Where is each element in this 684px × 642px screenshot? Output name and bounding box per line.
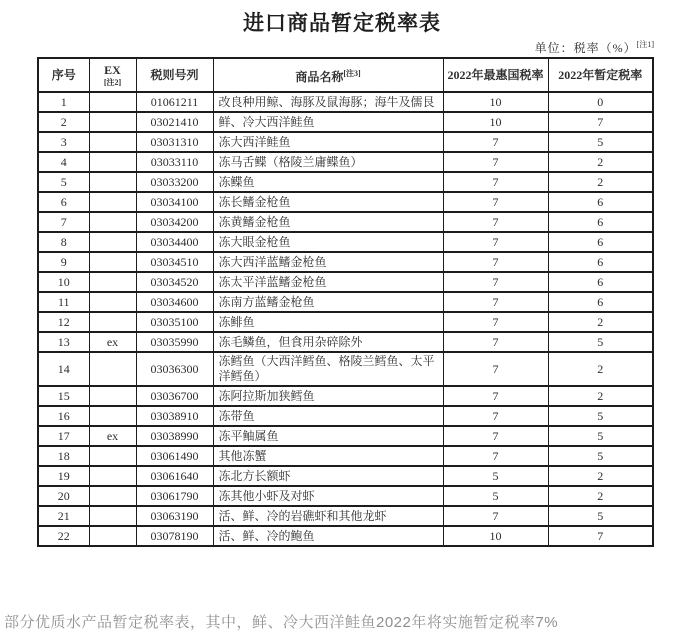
cell-serial-number: 9: [38, 252, 89, 272]
cell-mfn-rate: 7: [443, 446, 548, 466]
table-row: [38, 192, 653, 212]
cell-ex-flag: [89, 506, 136, 526]
cell-serial-number: 5: [38, 172, 89, 192]
cell-ex-flag: [89, 446, 136, 466]
cell-ex-flag: [89, 132, 136, 152]
cell-serial-number: 13: [38, 332, 89, 352]
cell-tariff-code: 03061490: [136, 446, 213, 466]
cell-mfn-rate: 7: [443, 426, 548, 446]
unit-note: [535, 39, 654, 56]
cell-tariff-code: 03036300: [136, 352, 213, 386]
table-row: [38, 252, 653, 272]
cell-commodity-name: 冻大西洋蓝鳍金枪鱼: [213, 252, 443, 272]
table-row: [38, 466, 653, 486]
cell-serial-number: 19: [38, 466, 89, 486]
cell-ex-flag: [89, 352, 136, 386]
cell-serial-number: 18: [38, 446, 89, 466]
cell-mfn-rate: 7: [443, 406, 548, 426]
cell-tariff-code: 03034400: [136, 232, 213, 252]
cell-commodity-name: 冻长鳍金枪鱼: [213, 192, 443, 212]
cell-ex-flag: [89, 192, 136, 212]
cell-ex-flag: [89, 466, 136, 486]
cell-ex-flag: [89, 112, 136, 132]
cell-commodity-name: 冻马舌鲽（格陵兰庸鲽鱼）: [213, 152, 443, 172]
cell-mfn-rate: 10: [443, 526, 548, 546]
cell-tariff-code: 03034200: [136, 212, 213, 232]
cell-tariff-code: 03035990: [136, 332, 213, 352]
cell-mfn-rate: 10: [443, 92, 548, 112]
header-name: [213, 58, 443, 92]
cell-serial-number: 11: [38, 292, 89, 312]
cell-serial-number: 15: [38, 386, 89, 406]
cell-commodity-name: 冻鲽鱼: [213, 172, 443, 192]
unit-label: 单位：税率（%）: [534, 41, 637, 55]
cell-ex-flag: [89, 486, 136, 506]
cell-provisional-rate: 2: [548, 466, 653, 486]
header-no: 序号: [38, 58, 89, 92]
unit-footnote-marker: [注1]: [636, 40, 654, 49]
cell-serial-number: 7: [38, 212, 89, 232]
table-row: [38, 232, 653, 252]
cell-commodity-name: 鲜、冷大西洋鲑鱼: [213, 112, 443, 132]
table-row: [38, 172, 653, 192]
cell-mfn-rate: 7: [443, 332, 548, 352]
cell-ex-flag: [89, 92, 136, 112]
cell-provisional-rate: 2: [548, 152, 653, 172]
header-ex-footnote-marker: [注2]: [103, 78, 122, 87]
cell-mfn-rate: 7: [443, 506, 548, 526]
table-row: [38, 406, 653, 426]
cell-provisional-rate: 6: [548, 212, 653, 232]
cell-provisional-rate: 7: [548, 526, 653, 546]
header-ex-label: EX: [104, 63, 121, 77]
cell-serial-number: 6: [38, 192, 89, 212]
cell-mfn-rate: 7: [443, 132, 548, 152]
cell-serial-number: 10: [38, 272, 89, 292]
cell-commodity-name: 冻北方长额虾: [213, 466, 443, 486]
cell-provisional-rate: 6: [548, 192, 653, 212]
table-row: [38, 132, 653, 152]
cell-commodity-name: 冻平鲉属鱼: [213, 426, 443, 446]
cell-commodity-name: 改良种用鲸、海豚及鼠海豚；海牛及儒艮: [213, 92, 443, 112]
cell-provisional-rate: 6: [548, 252, 653, 272]
cell-mfn-rate: 7: [443, 232, 548, 252]
cell-ex-flag: [89, 152, 136, 172]
table-row: [38, 272, 653, 292]
cell-commodity-name: 冻大西洋鲑鱼: [213, 132, 443, 152]
cell-mfn-rate: 7: [443, 252, 548, 272]
page-title: 进口商品暂定税率表: [243, 11, 441, 35]
table-row: [38, 212, 653, 232]
table-body: [38, 92, 653, 546]
cell-provisional-rate: 5: [548, 426, 653, 446]
table-row: [38, 152, 653, 172]
cell-commodity-name: 冻阿拉斯加狭鳕鱼: [213, 386, 443, 406]
table-row: [38, 312, 653, 332]
cell-ex-flag: [89, 386, 136, 406]
table-row: [38, 526, 653, 546]
cell-ex-flag: [89, 406, 136, 426]
cell-serial-number: 16: [38, 406, 89, 426]
cell-serial-number: 4: [38, 152, 89, 172]
cell-tariff-code: 03078190: [136, 526, 213, 546]
cell-mfn-rate: 5: [443, 466, 548, 486]
cell-ex-flag: [89, 212, 136, 232]
cell-tariff-code: 03034100: [136, 192, 213, 212]
cell-tariff-code: 03031310: [136, 132, 213, 152]
cell-provisional-rate: 2: [548, 386, 653, 406]
table-row: [38, 352, 653, 386]
cell-provisional-rate: 2: [548, 312, 653, 332]
cell-commodity-name: 冻其他小虾及对虾: [213, 486, 443, 506]
cell-ex-flag: [89, 172, 136, 192]
cell-mfn-rate: 7: [443, 292, 548, 312]
cell-serial-number: 20: [38, 486, 89, 506]
cell-mfn-rate: 7: [443, 152, 548, 172]
header-mfn-rate: 2022年最惠国税率: [443, 58, 548, 92]
cell-mfn-rate: 7: [443, 352, 548, 386]
cell-tariff-code: 01061211: [136, 92, 213, 112]
cell-ex-flag: [89, 272, 136, 292]
cell-mfn-rate: 10: [443, 112, 548, 132]
cell-provisional-rate: 5: [548, 446, 653, 466]
cell-provisional-rate: 6: [548, 272, 653, 292]
table-row: [38, 446, 653, 466]
cell-mfn-rate: 7: [443, 172, 548, 192]
cell-provisional-rate: 6: [548, 292, 653, 312]
cell-commodity-name: 冻毛鳞鱼，但食用杂碎除外: [213, 332, 443, 352]
cell-mfn-rate: 7: [443, 212, 548, 232]
cell-commodity-name: 活、鲜、冷的鲍鱼: [213, 526, 443, 546]
image-caption: 部分优质水产品暂定税率表，其中，鲜、冷大西洋鲑鱼2022年将实施暂定税率7%: [4, 614, 559, 631]
cell-serial-number: 2: [38, 112, 89, 132]
table-row: [38, 426, 653, 446]
cell-tariff-code: 03061640: [136, 466, 213, 486]
cell-provisional-rate: 5: [548, 132, 653, 152]
table-row: [38, 486, 653, 506]
cell-provisional-rate: 2: [548, 352, 653, 386]
cell-commodity-name: 冻大眼金枪鱼: [213, 232, 443, 252]
cell-mfn-rate: 7: [443, 272, 548, 292]
cell-serial-number: 14: [38, 352, 89, 386]
cell-provisional-rate: 5: [548, 406, 653, 426]
cell-mfn-rate: 7: [443, 192, 548, 212]
cell-tariff-code: 03021410: [136, 112, 213, 132]
cell-commodity-name: 活、鲜、冷的岩礁虾和其他龙虾: [213, 506, 443, 526]
cell-commodity-name: 冻鳕鱼（大西洋鳕鱼、格陵兰鳕鱼、太平洋鳕鱼）: [213, 352, 443, 386]
cell-provisional-rate: 0: [548, 92, 653, 112]
cell-mfn-rate: 7: [443, 312, 548, 332]
cell-serial-number: 12: [38, 312, 89, 332]
cell-provisional-rate: 2: [548, 172, 653, 192]
header-provisional-rate: 2022年暂定税率: [548, 58, 653, 92]
cell-provisional-rate: 7: [548, 112, 653, 132]
cell-tariff-code: 03034600: [136, 292, 213, 312]
cell-ex-flag: [89, 232, 136, 252]
cell-ex-flag: ex: [89, 426, 136, 446]
cell-mfn-rate: 5: [443, 486, 548, 506]
cell-commodity-name: 其他冻蟹: [213, 446, 443, 466]
table-row: [38, 92, 653, 112]
cell-serial-number: 17: [38, 426, 89, 446]
cell-serial-number: 22: [38, 526, 89, 546]
cell-commodity-name: 冻太平洋蓝鳍金枪鱼: [213, 272, 443, 292]
cell-tariff-code: 03033200: [136, 172, 213, 192]
cell-ex-flag: [89, 312, 136, 332]
table-row: [38, 386, 653, 406]
cell-provisional-rate: 6: [548, 232, 653, 252]
cell-tariff-code: 03061790: [136, 486, 213, 506]
cell-provisional-rate: 5: [548, 506, 653, 526]
cell-commodity-name: 冻带鱼: [213, 406, 443, 426]
cell-tariff-code: 03038910: [136, 406, 213, 426]
cell-mfn-rate: 7: [443, 386, 548, 406]
cell-tariff-code: 03033110: [136, 152, 213, 172]
table-row: [38, 112, 653, 132]
cell-tariff-code: 03034520: [136, 272, 213, 292]
table-row: [38, 506, 653, 526]
header-name-footnote-marker: [注3]: [343, 68, 361, 78]
cell-tariff-code: 03038990: [136, 426, 213, 446]
table-row: [38, 292, 653, 312]
cell-serial-number: 3: [38, 132, 89, 152]
table-row: [38, 332, 653, 352]
cell-tariff-code: 03063190: [136, 506, 213, 526]
table-header-row: [38, 58, 653, 92]
header-code: 税则号列: [136, 58, 213, 92]
cell-serial-number: 1: [38, 92, 89, 112]
cell-serial-number: 21: [38, 506, 89, 526]
cell-tariff-code: 03036700: [136, 386, 213, 406]
cell-serial-number: 8: [38, 232, 89, 252]
cell-commodity-name: 冻黄鳍金枪鱼: [213, 212, 443, 232]
header-name-label: 商品名称: [295, 69, 344, 84]
cell-ex-flag: [89, 292, 136, 312]
cell-provisional-rate: 2: [548, 486, 653, 506]
cell-commodity-name: 冻南方蓝鳍金枪鱼: [213, 292, 443, 312]
cell-commodity-name: 冻鲱鱼: [213, 312, 443, 332]
cell-provisional-rate: 5: [548, 332, 653, 352]
cell-ex-flag: [89, 526, 136, 546]
cell-tariff-code: 03034510: [136, 252, 213, 272]
cell-ex-flag: [89, 252, 136, 272]
tariff-table: [37, 57, 654, 547]
cell-ex-flag: ex: [89, 332, 136, 352]
cell-tariff-code: 03035100: [136, 312, 213, 332]
header-ex: [89, 58, 136, 92]
